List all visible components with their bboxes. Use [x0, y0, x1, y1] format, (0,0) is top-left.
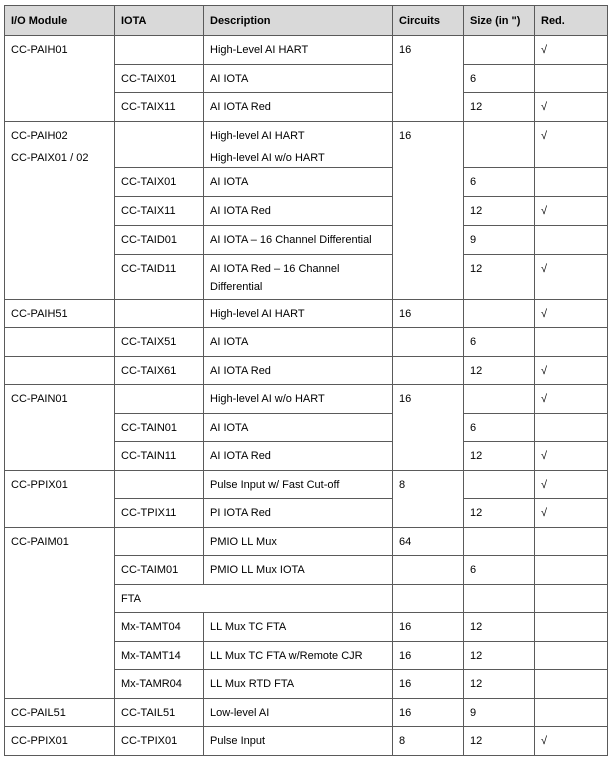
- header-description: Description: [204, 6, 393, 36]
- cell-size: [464, 385, 535, 414]
- cell-size: 9: [464, 226, 535, 255]
- cell-io-module: [5, 357, 115, 385]
- table-row: [5, 528, 608, 556]
- header-iota: IOTA: [115, 6, 204, 36]
- cell-redundant: √: [535, 197, 608, 226]
- cell-io-module: CC-PAIL51: [5, 699, 115, 727]
- cell-redundant: √: [535, 357, 608, 385]
- cell-redundant: √: [535, 93, 608, 122]
- cell-redundant: [535, 414, 608, 442]
- cell-description: AI IOTA – 16 Channel Differential: [204, 226, 393, 255]
- cell-iota: CC-TAID11: [115, 255, 204, 300]
- table-row: [5, 471, 608, 499]
- description-line: AI IOTA Red – 16 Channel: [210, 263, 340, 275]
- cell-io-module: CC-PAIH51: [5, 300, 115, 328]
- header-circuits: Circuits: [393, 6, 464, 36]
- cell-iota: [115, 471, 204, 499]
- cell-redundant: [535, 528, 608, 556]
- cell-iota: CC-TAIX61: [115, 357, 204, 385]
- cell-redundant: √: [535, 499, 608, 528]
- cell-size: [464, 300, 535, 328]
- cell-description: Pulse Input: [204, 727, 393, 756]
- cell-circuits: 64: [393, 528, 464, 556]
- cell-redundant: [535, 65, 608, 93]
- cell-description: PMIO LL Mux: [204, 528, 393, 556]
- table-row: [5, 36, 608, 65]
- cell-io-module: CC-PAIN01: [5, 385, 115, 471]
- description-line: High-level AI HART: [210, 130, 305, 142]
- header-io-module: I/O Module: [5, 6, 115, 36]
- header-redundant: Red.: [535, 6, 608, 36]
- cell-iota: [115, 385, 204, 414]
- cell-iota: [115, 122, 204, 168]
- cell-size: 12: [464, 613, 535, 642]
- cell-size: 6: [464, 556, 535, 585]
- cell-circuits: [393, 328, 464, 357]
- cell-iota: CC-TAIM01: [115, 556, 204, 585]
- cell-redundant: [535, 328, 608, 357]
- cell-circuits: 8: [393, 727, 464, 756]
- cell-description: AI IOTA Red: [204, 93, 393, 122]
- cell-iota: CC-TAIN01: [115, 414, 204, 442]
- table-row: [5, 300, 608, 328]
- cell-circuits: [393, 357, 464, 385]
- cell-description: AI IOTA Red: [204, 442, 393, 471]
- cell-iota: CC-TAIX11: [115, 93, 204, 122]
- cell-description: High-level AI HART: [204, 300, 393, 328]
- description-line: High-level AI w/o HART: [210, 152, 325, 164]
- cell-description: [204, 255, 393, 300]
- cell-size: [464, 471, 535, 499]
- cell-circuits: [393, 556, 464, 585]
- cell-circuits: 16: [393, 122, 464, 300]
- cell-size: 12: [464, 499, 535, 528]
- cell-redundant: [535, 642, 608, 670]
- cell-size: 12: [464, 357, 535, 385]
- cell-redundant: √: [535, 385, 608, 414]
- cell-iota: Mx-TAMR04: [115, 670, 204, 699]
- cell-circuits: [393, 585, 464, 613]
- cell-redundant: √: [535, 471, 608, 499]
- cell-iota: CC-TPIX11: [115, 499, 204, 528]
- cell-size: 9: [464, 699, 535, 727]
- description-line: Differential: [210, 281, 263, 293]
- cell-io-module: CC-PAIH01: [5, 36, 115, 122]
- cell-description: AI IOTA: [204, 168, 393, 197]
- cell-iota: CC-TAIX11: [115, 197, 204, 226]
- cell-iota: [115, 300, 204, 328]
- cell-redundant: √: [535, 300, 608, 328]
- cell-size: 12: [464, 93, 535, 122]
- cell-redundant: √: [535, 255, 608, 300]
- cell-iota: CC-TAIN11: [115, 442, 204, 471]
- cell-circuits: 16: [393, 613, 464, 642]
- cell-circuits: 16: [393, 670, 464, 699]
- cell-description: High-Level AI HART: [204, 36, 393, 65]
- cell-iota: CC-TAIX51: [115, 328, 204, 357]
- cell-size: [464, 36, 535, 65]
- cell-size: [464, 528, 535, 556]
- cell-io-module: CC-PPIX01: [5, 727, 115, 756]
- cell-size: 12: [464, 642, 535, 670]
- cell-io-module: CC-PPIX01: [5, 471, 115, 528]
- cell-size: 6: [464, 414, 535, 442]
- cell-size: 6: [464, 65, 535, 93]
- cell-description: AI IOTA: [204, 414, 393, 442]
- cell-description: AI IOTA: [204, 65, 393, 93]
- cell-iota: [115, 36, 204, 65]
- table-row: [5, 699, 608, 727]
- cell-description: PI IOTA Red: [204, 499, 393, 528]
- cell-iota: CC-TPIX01: [115, 727, 204, 756]
- cell-iota: CC-TAIL51: [115, 699, 204, 727]
- cell-redundant: [535, 699, 608, 727]
- cell-size: 12: [464, 197, 535, 226]
- cell-iota: CC-TAIX01: [115, 168, 204, 197]
- table-row: [5, 357, 608, 385]
- cell-description: LL Mux RTD FTA: [204, 670, 393, 699]
- cell-redundant: [535, 613, 608, 642]
- cell-size: 12: [464, 727, 535, 756]
- cell-io-module: [5, 122, 115, 300]
- io-module-name: CC-PAIH02: [11, 130, 68, 142]
- io-module-name: CC-PAIX01 / 02: [11, 152, 89, 164]
- table-header-row: [5, 6, 608, 36]
- cell-iota: [115, 528, 204, 556]
- cell-io-module: CC-PAIM01: [5, 528, 115, 699]
- io-module-table-container: [4, 5, 608, 756]
- cell-description: High-level AI w/o HART: [204, 385, 393, 414]
- cell-fta-label: FTA: [115, 585, 393, 613]
- cell-redundant: √: [535, 122, 608, 168]
- cell-redundant: [535, 556, 608, 585]
- cell-redundant: √: [535, 727, 608, 756]
- cell-description: AI IOTA: [204, 328, 393, 357]
- cell-circuits: 8: [393, 471, 464, 528]
- cell-description: AI IOTA Red: [204, 197, 393, 226]
- io-module-table: [4, 5, 608, 756]
- cell-redundant: √: [535, 36, 608, 65]
- cell-circuits: 16: [393, 642, 464, 670]
- table-row: [5, 385, 608, 414]
- header-size: Size (in "): [464, 6, 535, 36]
- cell-io-module: [5, 328, 115, 357]
- table-row: [5, 328, 608, 357]
- cell-description: Low-level AI: [204, 699, 393, 727]
- cell-circuits: 16: [393, 699, 464, 727]
- cell-redundant: [535, 585, 608, 613]
- cell-iota: CC-TAID01: [115, 226, 204, 255]
- cell-size: 12: [464, 442, 535, 471]
- cell-circuits: 16: [393, 36, 464, 122]
- cell-iota: Mx-TAMT14: [115, 642, 204, 670]
- cell-redundant: [535, 226, 608, 255]
- cell-circuits: 16: [393, 385, 464, 471]
- cell-circuits: 16: [393, 300, 464, 328]
- cell-redundant: √: [535, 442, 608, 471]
- table-row: [5, 727, 608, 756]
- cell-description: PMIO LL Mux IOTA: [204, 556, 393, 585]
- cell-size: 6: [464, 328, 535, 357]
- cell-description: Pulse Input w/ Fast Cut-off: [204, 471, 393, 499]
- cell-redundant: [535, 670, 608, 699]
- cell-description: LL Mux TC FTA w/Remote CJR: [204, 642, 393, 670]
- cell-redundant: [535, 168, 608, 197]
- table-row: [5, 122, 608, 168]
- cell-iota: Mx-TAMT04: [115, 613, 204, 642]
- cell-iota: CC-TAIX01: [115, 65, 204, 93]
- cell-description: [204, 122, 393, 168]
- cell-description: LL Mux TC FTA: [204, 613, 393, 642]
- cell-size: 12: [464, 670, 535, 699]
- cell-description: AI IOTA Red: [204, 357, 393, 385]
- cell-size: 12: [464, 255, 535, 300]
- cell-size: [464, 122, 535, 168]
- cell-size: 6: [464, 168, 535, 197]
- cell-size: [464, 585, 535, 613]
